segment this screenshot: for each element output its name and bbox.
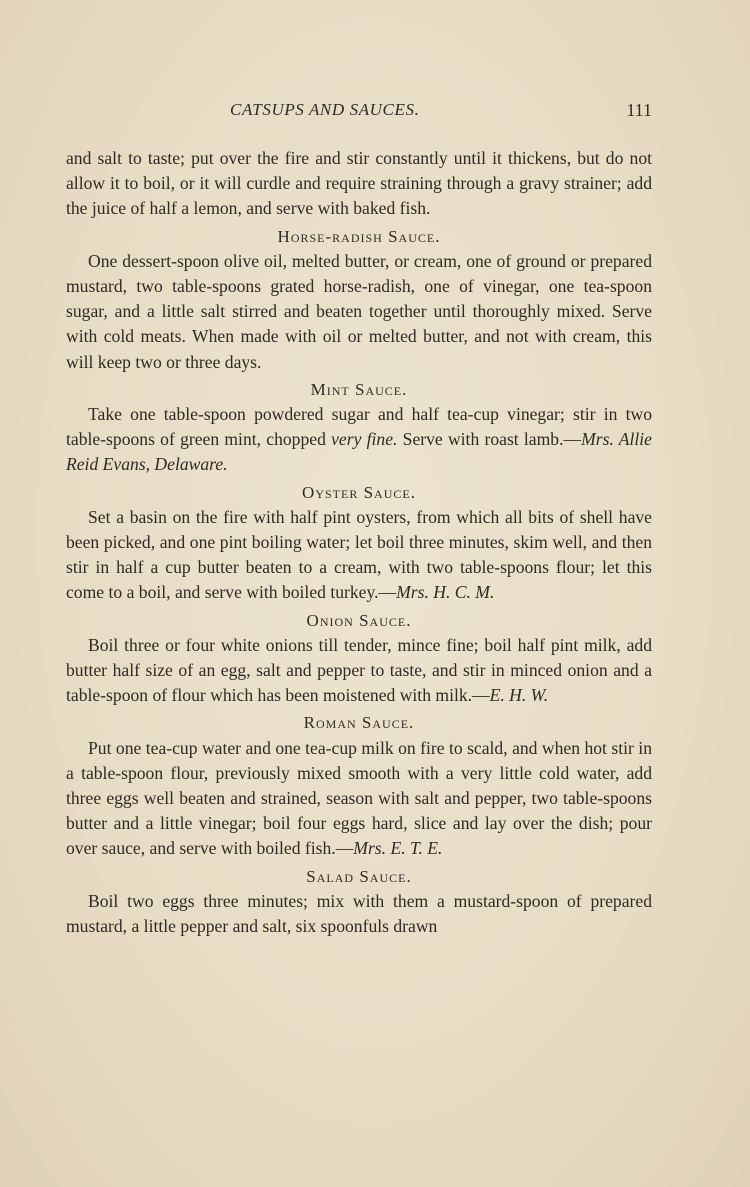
heading-horse-radish-sauce: Horse-radish Sauce. bbox=[277, 226, 441, 246]
heading-salad-sauce: Salad Sauce. bbox=[306, 866, 412, 886]
heading-onion-sauce: Onion Sauce. bbox=[306, 610, 412, 630]
page-body bbox=[66, 146, 652, 939]
recipe-text: Take one table-spoon powdered sugar and half tea-cup vinegar; stir in two table-spoons of green mint, chopped bbox=[66, 404, 652, 450]
attribution: Mrs. E. T. E. bbox=[353, 838, 443, 859]
recipe-text: Serve with roast lamb.— bbox=[397, 429, 582, 450]
attribution: Mrs. H. C. M. bbox=[396, 582, 495, 603]
recipe-text: Set a basin on the fire with half pint oysters, from which all bits of shell have been picked, and one pint boiling water; let boil three minutes, skim well, and then stir in half a cup butter beaten to a cream, with two table-spoons flour; let this come to a boil, and serve with boiled turkey.— bbox=[66, 506, 652, 603]
page-number: 111 bbox=[626, 100, 652, 120]
page-header bbox=[66, 100, 652, 126]
continued-paragraph: and salt to taste; put over the fire and stir constantly until it thickens, but do not allow it to boil, or it will curdle and require straining through a gravy strainer; add the juice of half a lemon, and serve with baked fish. bbox=[66, 148, 652, 219]
heading-roman-sauce: Roman Sauce. bbox=[303, 713, 415, 733]
attribution: Mrs. Allie Reid Evans, Delaware. bbox=[66, 429, 652, 475]
recipe-text: Put one tea-cup water and one tea-cup milk on fire to scald, and when hot stir in a table-spoon flour, previously mixed smooth with a very little cold water, add three eggs well beaten and strained, season with salt and pepper, two table-spoons butter and a little vinegar; boil four eggs hard, slice and lay over the dish; pour over sauce, and serve with boiled fish.— bbox=[66, 737, 652, 859]
recipe-mint-sauce bbox=[66, 402, 652, 478]
recipe-horse-radish-sauce: One dessert-spoon olive oil, melted butter, or cream, one of ground or prepared mustard, two table-spoons grated horse-radish, one of vinegar, one tea-spoon sugar, and a little salt stirred and beaten together until thoroughly mixed. Serve with cold meats. When made with oil or melted butter, and not with cream, this will keep two or three days. bbox=[66, 250, 652, 372]
recipe-roman-sauce bbox=[66, 736, 652, 862]
recipe-oyster-sauce bbox=[66, 505, 652, 606]
recipe-onion-sauce bbox=[66, 633, 652, 709]
running-head: CATSUPS AND SAUCES. bbox=[230, 100, 420, 119]
recipe-salad-sauce: Boil two eggs three minutes; mix with them a mustard-spoon of prepared mustard, a little pepper and salt, six spoonfuls drawn bbox=[66, 890, 652, 937]
recipe-text: Boil three or four white onions till tender, mince fine; boil half pint milk, add butter half size of an egg, salt and pepper to taste, and stir in minced onion and a table-spoon of flour which has been moistened with milk.— bbox=[66, 634, 652, 706]
attribution: E. H. W. bbox=[489, 685, 549, 706]
heading-oyster-sauce: Oyster Sauce. bbox=[302, 482, 416, 502]
emphasis: very fine. bbox=[331, 429, 398, 450]
heading-mint-sauce: Mint Sauce. bbox=[310, 379, 408, 399]
